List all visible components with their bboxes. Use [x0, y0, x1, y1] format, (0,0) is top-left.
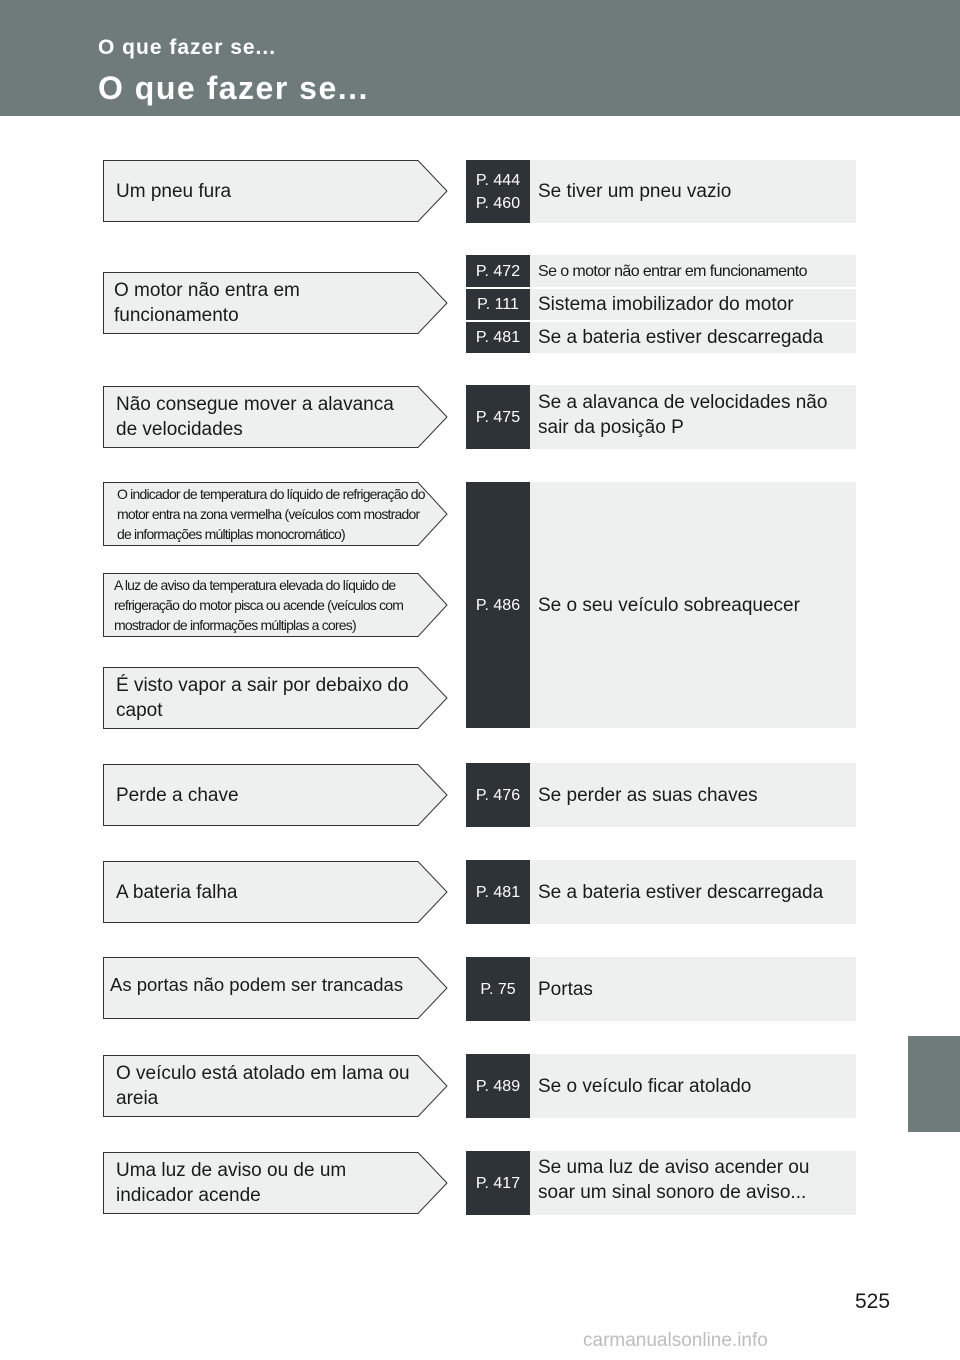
solution-text: Sistema imobilizador do motor — [530, 289, 856, 320]
solution-text: Se tiver um pneu vazio — [530, 160, 856, 223]
problem-text: Um pneu fura — [116, 180, 232, 202]
page-reference[interactable] — [466, 860, 530, 924]
problem-text: O indicador de temperatura do líquido de refrigeração do motor entra na zona vermelha (veículos com mostrador de informações múltiplas monocromático) — [117, 486, 425, 542]
solution-text: Se a bateria estiver descarregada — [530, 860, 856, 924]
solution-text: Se uma luz de aviso acender ou soar um sinal sonoro de aviso... — [530, 1151, 856, 1215]
problem-text: A bateria falha — [116, 881, 238, 903]
solution-text: Portas — [530, 957, 856, 1021]
chapter-tab — [908, 1036, 960, 1132]
page-ref-476[interactable]: P. 476 — [475, 786, 521, 804]
page-ref-472[interactable]: P. 472 — [475, 262, 521, 280]
page-ref-489[interactable]: P. 489 — [475, 1077, 521, 1095]
page-reference[interactable] — [466, 160, 530, 223]
page-reference[interactable] — [466, 1054, 530, 1118]
problem-box-battery-fails — [103, 861, 448, 923]
problem-box-steam-from-hood — [103, 667, 448, 729]
page-ref-75[interactable]: P. 75 — [480, 980, 516, 998]
page-reference[interactable] — [466, 1151, 530, 1215]
page-reference[interactable] — [466, 289, 530, 320]
page-title: O que fazer se... — [98, 70, 369, 106]
page-reference[interactable] — [466, 255, 530, 287]
page-ref-481[interactable]: P. 481 — [475, 883, 521, 901]
section-title: O que fazer se... — [98, 36, 277, 59]
page-reference[interactable] — [466, 763, 530, 827]
solution-text: Se a bateria estiver descarregada — [530, 322, 856, 353]
problem-box-lost-key — [103, 764, 448, 826]
solution-text: Se a alavanca de velocidades não sair da posição P — [530, 385, 856, 449]
page-reference[interactable] — [466, 482, 530, 728]
problem-box-engine-wont-start — [103, 272, 448, 334]
problem-box-warning-light — [103, 1152, 448, 1214]
problem-text: As portas não podem ser trancadas — [110, 974, 404, 995]
page-ref-481[interactable]: P. 481 — [475, 329, 521, 346]
page-ref-475[interactable]: P. 475 — [475, 408, 521, 426]
page-ref-417[interactable]: P. 417 — [475, 1174, 521, 1192]
solution-text: Se o motor não entrar em funcionamento — [530, 255, 856, 287]
problem-text: O veículo está atolado em lama ou areia — [116, 1063, 410, 1109]
problem-box-gear-lever — [103, 386, 448, 448]
page-ref-111[interactable]: P. 111 — [477, 296, 519, 313]
problem-text: Não consegue mover a alavanca de velocidades — [116, 394, 394, 440]
watermark: carmanualsonline.info — [583, 1330, 768, 1351]
problem-box-temp-warning-light — [103, 573, 448, 637]
page-reference[interactable] — [466, 385, 530, 449]
problem-text: A luz de aviso da temperatura elevada do líquido de refrigeração do motor pisca ou acende (veículos com mostrador de informações múltiplas a cores) — [114, 577, 404, 633]
problem-box-vehicle-stuck — [103, 1055, 448, 1117]
page-header — [0, 0, 960, 116]
solution-text: Se perder as suas chaves — [530, 763, 856, 827]
problem-text: Perde a chave — [116, 784, 239, 806]
page-ref-444[interactable]: P. 444 — [475, 171, 521, 189]
page-ref-486[interactable]: P. 486 — [475, 596, 521, 614]
solution-text: Se o seu veículo sobreaquecer — [530, 482, 856, 728]
page-ref-460[interactable]: P. 460 — [475, 194, 521, 212]
problem-text: É visto vapor a sair por debaixo do capot — [116, 675, 409, 721]
solution-text: Se o veículo ficar atolado — [530, 1054, 856, 1118]
problem-box-flat-tire — [103, 160, 448, 222]
page-number: 525 — [855, 1290, 891, 1313]
problem-text: O motor não entra em funcionamento — [114, 280, 300, 326]
problem-text: Uma luz de aviso ou de um indicador acende — [116, 1160, 347, 1206]
problem-box-temp-gauge-red — [103, 482, 448, 546]
page-reference[interactable] — [466, 322, 530, 353]
page-reference[interactable] — [466, 957, 530, 1021]
problem-box-doors-wont-lock — [103, 957, 448, 1019]
